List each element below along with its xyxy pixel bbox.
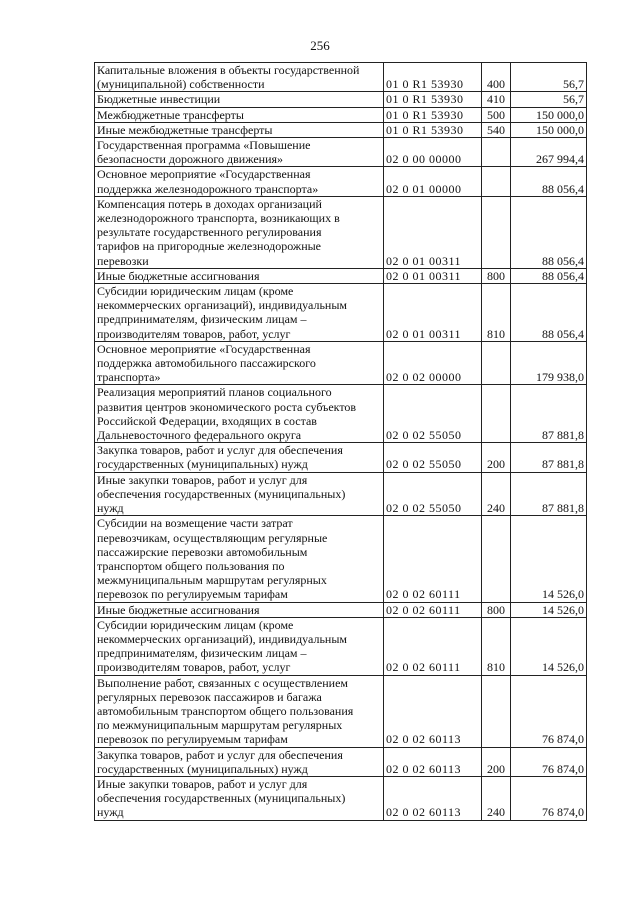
row-name-line: по межмуниципальным маршрутам регулярных bbox=[97, 718, 343, 733]
row-code-cell: 02 0 00 00000 bbox=[384, 138, 482, 167]
row-name-line: результате государственного регулирования bbox=[97, 225, 322, 240]
table-row bbox=[95, 92, 587, 107]
row-expense-type-cell: 410 bbox=[482, 92, 511, 107]
row-expense-type-cell: 800 bbox=[482, 602, 511, 617]
row-name-line: (муниципальной) собственности bbox=[97, 77, 265, 92]
row-name-line: поддержка автомобильного пассажирского bbox=[97, 356, 316, 371]
row-name-cell bbox=[95, 443, 384, 472]
row-name-line: предпринимателям, физическим лицам – bbox=[97, 646, 307, 661]
row-name-line: Государственная программа «Повышение bbox=[97, 138, 311, 153]
row-code-cell: 01 0 R1 53930 bbox=[384, 63, 482, 92]
row-name-cell bbox=[95, 385, 384, 443]
row-code-cell: 02 0 01 00311 bbox=[384, 268, 482, 283]
row-sum-cell: 150 000,0 bbox=[511, 122, 587, 137]
row-code-cell: 02 0 02 55050 bbox=[384, 472, 482, 516]
row-name-cell bbox=[95, 617, 384, 675]
budget-table-body bbox=[95, 63, 587, 821]
row-name-line: Иные закупки товаров, работ и услуг для bbox=[97, 776, 308, 791]
row-name-line: межмуниципальным маршрутам регулярных bbox=[97, 573, 327, 588]
row-expense-type-cell: 540 bbox=[482, 122, 511, 137]
row-name-line: Субсидии юридическим лицам (кроме bbox=[97, 617, 294, 632]
row-name-cell bbox=[95, 196, 384, 268]
table-row bbox=[95, 747, 587, 776]
row-name-line: развития центров экономического роста субъектов bbox=[97, 399, 357, 414]
row-code-cell: 02 0 02 60113 bbox=[384, 675, 482, 747]
row-name-line: Капитальные вложения в объекты государственной bbox=[97, 63, 360, 77]
row-name-line: обеспечения государственных (муниципальных) bbox=[97, 486, 346, 501]
row-code-cell: 02 0 02 60113 bbox=[384, 776, 482, 820]
row-code-cell: 01 0 R1 53930 bbox=[384, 92, 482, 107]
row-name-cell bbox=[95, 268, 384, 283]
row-name-line: перевозки bbox=[97, 253, 149, 268]
row-expense-type-cell bbox=[482, 675, 511, 747]
row-name-line: Иные межбюджетные трансферты bbox=[97, 122, 273, 137]
row-expense-type-cell: 240 bbox=[482, 776, 511, 820]
row-sum-cell: 56,7 bbox=[511, 63, 587, 92]
row-code-cell: 02 0 01 00311 bbox=[384, 284, 482, 342]
row-name-line: регулярных перевозок пассажиров и багажа bbox=[97, 689, 322, 704]
row-code-cell: 01 0 R1 53930 bbox=[384, 107, 482, 122]
row-name-line: поддержка железнодорожного транспорта» bbox=[97, 181, 319, 196]
table-row bbox=[95, 443, 587, 472]
row-name-line: государственных (муниципальных) нужд bbox=[97, 761, 308, 776]
row-name-line: транспортом общего пользования по bbox=[97, 558, 285, 573]
row-name-cell bbox=[95, 341, 384, 385]
row-name-line: государственных (муниципальных) нужд bbox=[97, 457, 308, 472]
row-name-line: Закупка товаров, работ и услуг для обеспечения bbox=[97, 443, 343, 458]
row-name-line: автомобильным транспортом общего пользования bbox=[97, 703, 354, 718]
row-code-cell: 02 0 02 60111 bbox=[384, 617, 482, 675]
row-name-cell bbox=[95, 602, 384, 617]
table-row bbox=[95, 516, 587, 602]
row-code-cell: 02 0 02 00000 bbox=[384, 341, 482, 385]
row-name-cell bbox=[95, 516, 384, 602]
row-name-line: безопасности дорожного движения» bbox=[97, 152, 284, 167]
row-sum-cell: 88 056,4 bbox=[511, 268, 587, 283]
table-row bbox=[95, 268, 587, 283]
table-row bbox=[95, 138, 587, 167]
row-code-cell: 02 0 01 00311 bbox=[384, 196, 482, 268]
row-code-cell: 02 0 02 60113 bbox=[384, 747, 482, 776]
row-name-line: транспорта» bbox=[97, 370, 161, 385]
row-name-line: Закупка товаров, работ и услуг для обеспечения bbox=[97, 747, 343, 762]
row-name-line: Реализация мероприятий планов социального bbox=[97, 385, 332, 400]
row-sum-cell: 56,7 bbox=[511, 92, 587, 107]
page-number: 256 bbox=[310, 38, 330, 53]
row-name-cell bbox=[95, 167, 384, 196]
row-name-line: производителям товаров, работ, услуг bbox=[97, 326, 291, 341]
row-expense-type-cell bbox=[482, 516, 511, 602]
table-row bbox=[95, 675, 587, 747]
row-expense-type-cell bbox=[482, 196, 511, 268]
row-sum-cell: 267 994,4 bbox=[511, 138, 587, 167]
row-expense-type-cell: 240 bbox=[482, 472, 511, 516]
row-name-line: перевозок по регулируемым тарифам bbox=[97, 732, 288, 747]
table-row bbox=[95, 107, 587, 122]
row-name-line: нужд bbox=[97, 805, 124, 820]
row-name-cell bbox=[95, 122, 384, 137]
row-sum-cell: 87 881,8 bbox=[511, 385, 587, 443]
row-name-line: тарифов на пригородные железнодорожные bbox=[97, 239, 322, 254]
row-sum-cell: 76 874,0 bbox=[511, 747, 587, 776]
row-name-cell bbox=[95, 747, 384, 776]
row-sum-cell: 150 000,0 bbox=[511, 107, 587, 122]
row-name-line: Субсидии юридическим лицам (кроме bbox=[97, 284, 294, 299]
row-expense-type-cell: 200 bbox=[482, 443, 511, 472]
row-name-line: Бюджетные инвестиции bbox=[97, 92, 221, 107]
row-expense-type-cell: 200 bbox=[482, 747, 511, 776]
row-name-cell bbox=[95, 675, 384, 747]
row-code-cell: 01 0 R1 53930 bbox=[384, 122, 482, 137]
row-name-line: Иные бюджетные ассигнования bbox=[97, 268, 260, 283]
table-row bbox=[95, 122, 587, 137]
row-name-line: Иные закупки товаров, работ и услуг для bbox=[97, 472, 308, 487]
row-name-cell bbox=[95, 138, 384, 167]
row-name-cell bbox=[95, 92, 384, 107]
table-row bbox=[95, 341, 587, 385]
row-name-line: Основное мероприятие «Государственная bbox=[97, 167, 311, 182]
row-sum-cell: 87 881,8 bbox=[511, 443, 587, 472]
row-code-cell: 02 0 01 00000 bbox=[384, 167, 482, 196]
row-sum-cell: 88 056,4 bbox=[511, 167, 587, 196]
row-code-cell: 02 0 02 60111 bbox=[384, 602, 482, 617]
row-expense-type-cell: 500 bbox=[482, 107, 511, 122]
row-name-line: железнодорожного транспорта, возникающих в bbox=[97, 211, 340, 226]
row-expense-type-cell bbox=[482, 138, 511, 167]
row-name-cell bbox=[95, 776, 384, 820]
row-expense-type-cell bbox=[482, 385, 511, 443]
row-sum-cell: 14 526,0 bbox=[511, 617, 587, 675]
row-name-cell bbox=[95, 63, 384, 92]
row-name-line: Дальневосточного федерального округа bbox=[97, 428, 302, 443]
row-expense-type-cell: 400 bbox=[482, 63, 511, 92]
row-name-line: Субсидии на возмещение части затрат bbox=[97, 516, 293, 531]
row-name-line: Иные бюджетные ассигнования bbox=[97, 602, 260, 617]
row-sum-cell: 88 056,4 bbox=[511, 284, 587, 342]
row-name-line: производителям товаров, работ, услуг bbox=[97, 660, 291, 675]
row-name-line: Основное мероприятие «Государственная bbox=[97, 341, 311, 356]
row-expense-type-cell bbox=[482, 341, 511, 385]
row-name-line: перевозок по регулируемым тарифам bbox=[97, 587, 288, 602]
table-row bbox=[95, 167, 587, 196]
row-sum-cell: 76 874,0 bbox=[511, 776, 587, 820]
table-row bbox=[95, 472, 587, 516]
row-sum-cell: 87 881,8 bbox=[511, 472, 587, 516]
row-name-line: Межбюджетные трансферты bbox=[97, 107, 244, 122]
row-sum-cell: 14 526,0 bbox=[511, 602, 587, 617]
row-expense-type-cell bbox=[482, 167, 511, 196]
table-row bbox=[95, 617, 587, 675]
row-name-cell bbox=[95, 107, 384, 122]
budget-table bbox=[94, 62, 587, 821]
table-row bbox=[95, 776, 587, 820]
table-row bbox=[95, 602, 587, 617]
row-name-line: пассажирские перевозки автомобильным bbox=[97, 544, 308, 559]
row-code-cell: 02 0 02 60111 bbox=[384, 516, 482, 602]
row-code-cell: 02 0 02 55050 bbox=[384, 385, 482, 443]
row-expense-type-cell: 810 bbox=[482, 284, 511, 342]
row-sum-cell: 14 526,0 bbox=[511, 516, 587, 602]
row-sum-cell: 76 874,0 bbox=[511, 675, 587, 747]
row-name-line: некоммерческих организаций), индивидуальным bbox=[97, 631, 347, 646]
row-sum-cell: 88 056,4 bbox=[511, 196, 587, 268]
row-name-line: некоммерческих организаций), индивидуальным bbox=[97, 298, 347, 313]
row-name-cell bbox=[95, 472, 384, 516]
table-row bbox=[95, 196, 587, 268]
row-expense-type-cell: 810 bbox=[482, 617, 511, 675]
row-name-line: предпринимателям, физическим лицам – bbox=[97, 312, 307, 327]
table-row bbox=[95, 385, 587, 443]
row-name-cell bbox=[95, 284, 384, 342]
row-name-line: перевозчикам, осуществляющим регулярные bbox=[97, 530, 328, 545]
row-name-line: обеспечения государственных (муниципальных) bbox=[97, 791, 346, 806]
table-row bbox=[95, 63, 587, 92]
row-name-line: Выполнение работ, связанных с осуществлением bbox=[97, 675, 348, 690]
row-expense-type-cell: 800 bbox=[482, 268, 511, 283]
table-row bbox=[95, 284, 587, 342]
row-sum-cell: 179 938,0 bbox=[511, 341, 587, 385]
row-name-line: Российской Федерации, входящих в состав bbox=[97, 413, 317, 428]
row-code-cell: 02 0 02 55050 bbox=[384, 443, 482, 472]
row-name-line: нужд bbox=[97, 501, 124, 516]
row-name-line: Компенсация потерь в доходах организаций bbox=[97, 196, 322, 211]
